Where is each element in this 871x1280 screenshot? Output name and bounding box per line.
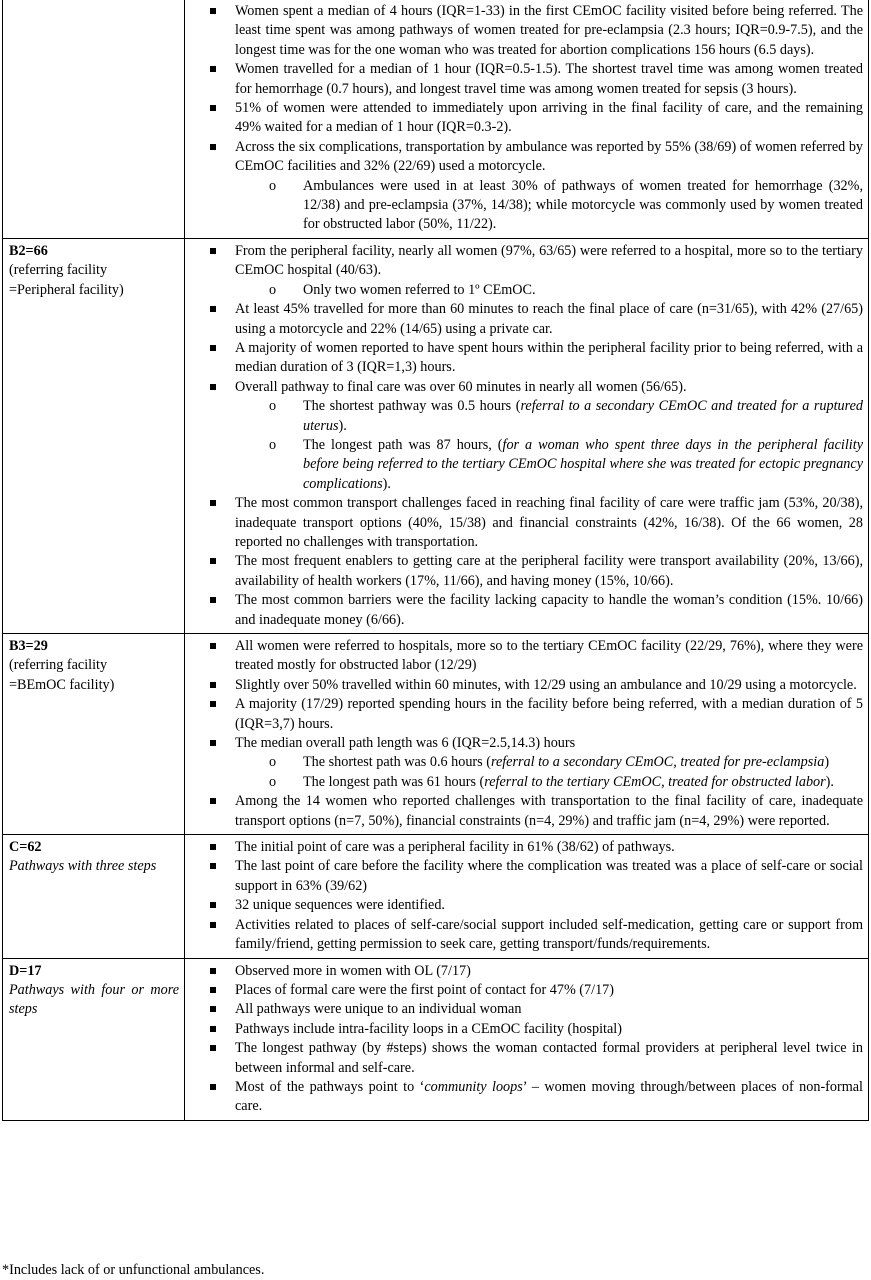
italic-text: for a woman who spent three days in the peripheral facility before being referred to the tertiary CEmOC hospital where she was treated for ectopic pregnancy complications — [303, 436, 863, 492]
text-run: Women spent a median of 4 hours (IQR=1-33) in the first CEmOC facility visited before being referred. The least time spent was among pathways of women treated for pre-eclampsia (2.3 hours; IQR=0.9-7.5), and the longest time was for the one woman who was treated for abortion complications 156 hours (6.5 days). — [235, 3, 863, 58]
text-run: ). — [825, 773, 834, 790]
text-run: Activities related to places of self-care/social support included self-medication, getting care or support from family/friend, getting permission to seek care, getting transport/funds/requirements. — [235, 916, 863, 953]
row-sublabel: =Peripheral facility) — [9, 281, 124, 298]
bullet-list — [191, 242, 863, 630]
row-sublabel: (referring facility — [9, 262, 108, 279]
bullet-item — [191, 339, 863, 378]
text-run: The most common barriers were the facility lacking capacity to handle the woman’s condition (15%. 10/66) and inadequate money (6/66). — [235, 592, 863, 628]
sub-bullet-item — [191, 281, 863, 300]
row-label-cell — [3, 958, 185, 1120]
text-run: ) — [824, 754, 830, 771]
row-label-cell — [3, 0, 185, 238]
row-sublabel-italic: Pathways with three steps — [9, 858, 157, 875]
text-run: 32 unique sequences were identified. — [235, 897, 445, 914]
bullet-list — [191, 962, 863, 1117]
table-row — [3, 958, 869, 1120]
sub-bullet-item — [191, 436, 863, 494]
bullet-item — [191, 494, 863, 552]
text-run: 51% of women were attended to immediately upon arriving in the final facility of care, and the remaining 49% waited for a median of 1 hour (IQR=0.3-2). — [235, 100, 863, 136]
bullet-item — [191, 99, 863, 138]
bullet-item — [191, 1078, 863, 1117]
row-label: C=62 — [9, 839, 42, 856]
bullet-item — [191, 962, 863, 981]
row-label: B2=66 — [9, 242, 48, 259]
bullet-item — [191, 981, 863, 1000]
row-label: B3=29 — [9, 638, 48, 654]
table-row — [3, 634, 869, 835]
bullet-item — [191, 242, 863, 281]
text-run: Slightly over 50% travelled within 60 minutes, with 12/29 using an ambulance and 10/29 using a motorcycle. — [235, 676, 857, 693]
bullet-item — [191, 60, 863, 99]
row-sublabel: (referring facility — [9, 657, 108, 674]
row-sublabel-italic: Pathways with four or more steps — [9, 981, 179, 1018]
text-run: Pathways include intra-facility loops in a CEmOC facility (hospital) — [235, 1020, 622, 1037]
bullet-item — [191, 2, 863, 60]
results-table — [2, 0, 869, 1121]
row-content-cell — [185, 0, 869, 238]
row-sublabel: =BEmOC facility) — [9, 676, 115, 693]
text-run: The last point of care before the facility where the complication was treated was a place of self-care or social support in 63% (39/62) — [235, 858, 863, 894]
text-run: Observed more in women with OL (7/17) — [235, 962, 471, 979]
row-label: D=17 — [9, 962, 42, 979]
bullet-list — [191, 838, 863, 954]
text-run: From the peripheral facility, nearly all women (97%, 63/65) were referred to a hospital, more so to the tertiary CEmOC hospital (40/63). — [235, 242, 863, 279]
text-run: The median overall path length was 6 (IQR=2.5,14.3) hours — [235, 735, 576, 752]
row-content-cell — [185, 958, 869, 1120]
bullet-item — [191, 676, 863, 695]
row-content-cell — [185, 835, 869, 958]
row-label-cell — [3, 634, 185, 835]
text-run: The initial point of care was a peripheral facility in 61% (38/62) of pathways. — [235, 839, 675, 856]
sub-bullet-item — [191, 177, 863, 235]
bullet-list — [191, 637, 863, 831]
text-run: Ambulances were used in at least 30% of pathways of women treated for hemorrhage (32%, 12/38) and pre-eclampsia (37%, 14/38); while motorcycle was commonly used by women treated for obstructed labor (50%, 11/22). — [303, 177, 863, 233]
bullet-item — [191, 138, 863, 177]
sub-bullet-item — [191, 397, 863, 436]
row-label-cell — [3, 238, 185, 633]
text-run: All women were referred to hospitals, more so to the tertiary CEmOC facility (22/29, 76%), where they were treated mostly for obstructed labor (12/29) — [235, 638, 863, 674]
bullet-item — [191, 792, 863, 831]
text-run: The longest pathway (by #steps) shows the woman contacted formal providers at peripheral level twice in between informal and self-care. — [235, 1040, 863, 1076]
text-run: A majority of women reported to have spent hours within the peripheral facility prior to being referred, with a median duration of 3 (IQR=1,3) hours. — [235, 339, 863, 376]
sub-bullet-item — [191, 753, 863, 772]
bullet-item — [191, 300, 863, 339]
text-run: The shortest path was 0.6 hours ( — [303, 754, 491, 771]
bullet-item — [191, 1000, 863, 1019]
text-run: ’ – women moving through/between places of non-formal care. — [235, 1078, 863, 1115]
italic-text: referral to a secondary CEmOC and treated for a ruptured uterus — [303, 398, 863, 434]
bullet-item — [191, 637, 863, 676]
text-run: Among the 14 women who reported challenges with transportation to the final facility of care, inadequate transport options (n=7, 50%), financial constraints (n=4, 29%) and traffic jam (n=4, 29%) were reported. — [235, 793, 863, 829]
text-run: Overall pathway to final care was over 60 minutes in nearly all women (56/65). — [235, 378, 687, 395]
text-run: ). — [338, 417, 347, 434]
text-run: The most frequent enablers to getting care at the peripheral facility were transport availability (20%, 13/66), availability of health workers (17%, 11/66), and having money (15%, 10/66). — [235, 553, 863, 589]
row-content-cell — [185, 238, 869, 633]
text-run: ). — [382, 475, 391, 492]
bullet-list — [191, 2, 863, 235]
text-run: The longest path was 61 hours ( — [303, 773, 485, 790]
table-row — [3, 238, 869, 633]
row-label-cell — [3, 835, 185, 958]
sub-bullet-item — [191, 773, 863, 792]
table-body — [3, 0, 869, 1120]
bullet-item — [191, 1020, 863, 1039]
footnote: *Includes lack of or unfunctional ambulances. — [2, 1262, 265, 1278]
italic-text: referral to a secondary CEmOC, treated for pre-eclampsia — [490, 754, 825, 771]
row-content-cell — [185, 634, 869, 835]
bullet-item — [191, 896, 863, 915]
bullet-item — [191, 838, 863, 857]
text-run: At least 45% travelled for more than 60 minutes to reach the final place of care (n=31/65), with 42% (27/65) using a motorcycle and 22% (14/65) using a private car. — [235, 301, 863, 337]
text-run: All pathways were unique to an individual woman — [235, 1001, 522, 1018]
text-run: Places of formal care were the first point of contact for 47% (7/17) — [235, 981, 614, 998]
text-run: The longest path was 87 hours, ( — [303, 436, 503, 453]
text-run: Most of the pathways point to ‘ — [235, 1078, 425, 1095]
bullet-item — [191, 857, 863, 896]
text-run: Across the six complications, transportation by ambulance was reported by 55% (38/69) of women referred by CEmOC facilities and 32% (22/69) used a motorcycle. — [235, 138, 864, 175]
text-run: Only two women referred to 1º CEmOC. — [303, 281, 536, 298]
table-row — [3, 0, 869, 238]
text-run: Women travelled for a median of 1 hour (IQR=0.5-1.5). The shortest travel time was among women treated for hemorrhage (0.7 hours), and longest travel time was among women treated for sepsis (3 hours). — [235, 61, 863, 97]
bullet-item — [191, 591, 863, 630]
table-row — [3, 835, 869, 958]
text-run: A majority (17/29) reported spending hours in the facility before being referred, with a median duration of 5 (IQR=3,7) hours. — [235, 696, 863, 732]
italic-text: community loops — [424, 1078, 523, 1095]
bullet-item — [191, 734, 863, 753]
text-run: The shortest pathway was 0.5 hours ( — [303, 398, 521, 415]
bullet-item — [191, 1039, 863, 1078]
bullet-item — [191, 552, 863, 591]
bullet-item — [191, 916, 863, 955]
italic-text: referral to the tertiary CEmOC, treated for obstructed labor — [484, 773, 826, 790]
text-run: The most common transport challenges faced in reaching final facility of care were traffic jam (53%, 20/38), inadequate transport options (40%, 15/38) and financial constraints (42%, 16/38). Of the 66 women, 28 reported no challenges with transportation. — [235, 495, 863, 550]
bullet-item — [191, 695, 863, 734]
bullet-item — [191, 378, 863, 397]
